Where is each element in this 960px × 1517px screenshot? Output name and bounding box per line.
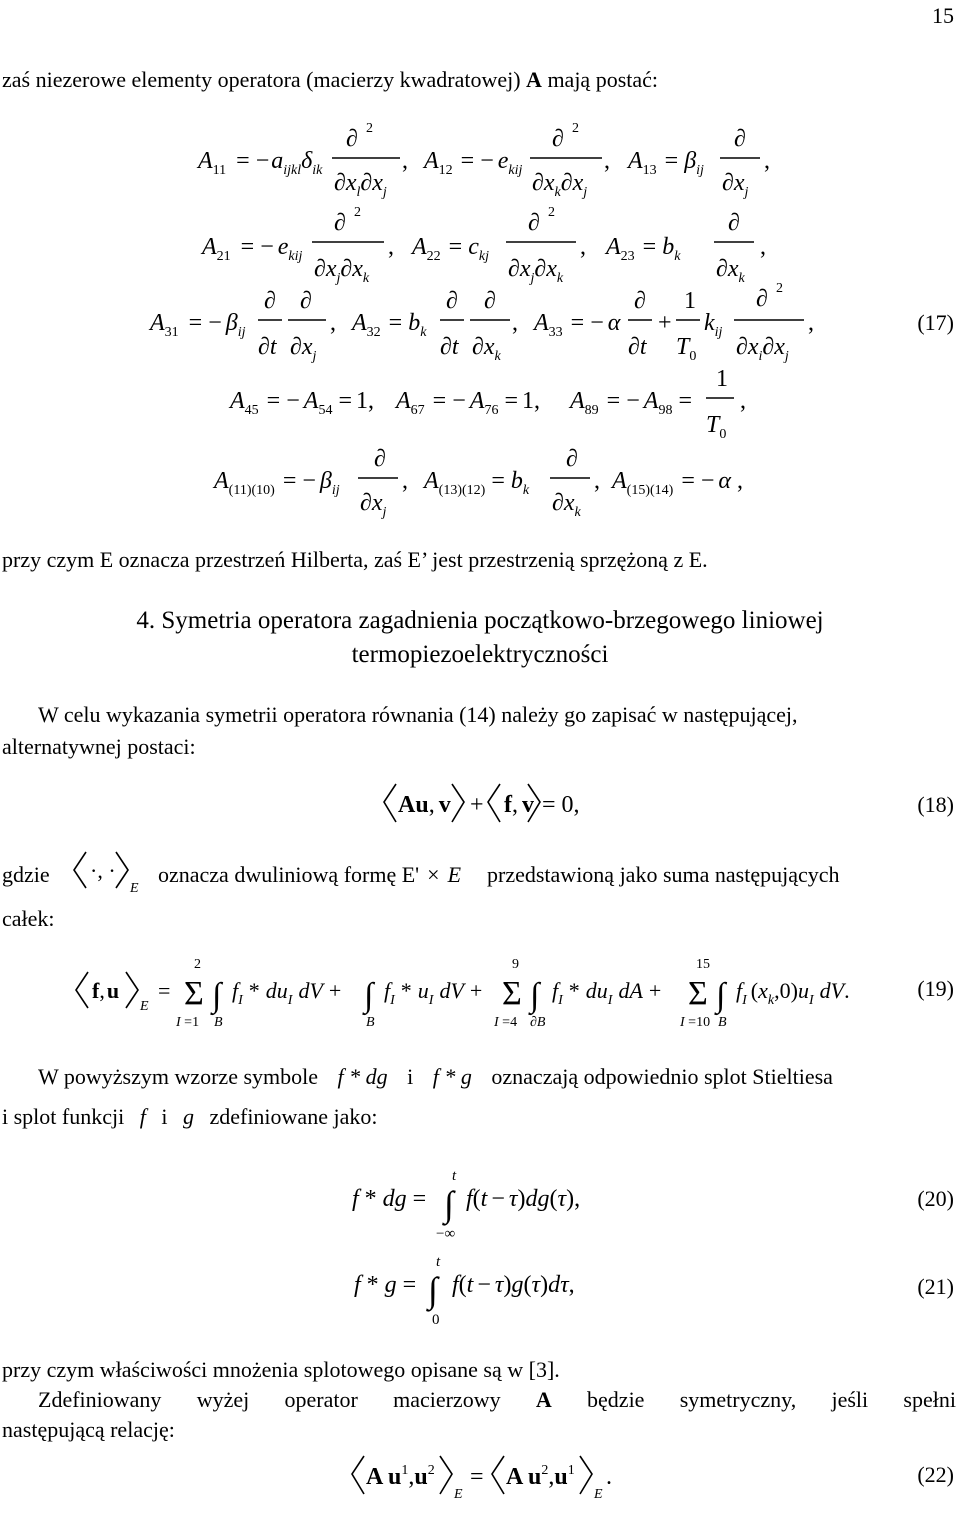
svg-text:∫: ∫ [212,977,222,1014]
svg-text:∂xj: $\partial x_j$ [722,170,749,200]
svg-text:B: B [214,1015,223,1030]
svg-text:∂t: ∂t [258,334,277,360]
svg-text:B: B [366,1015,375,1030]
svg-text:∂: ∂ [734,126,746,152]
after-eq17-text: przy czym E oznacza przestrzeń Hilberta, zaś E’ jest przestrzenią sprzężoną z E. [2,547,708,572]
paragraph1-line2: alternatywnej postaci: [2,734,196,759]
svg-text:A31=−βij: $A_{31}$ = − $\beta_{ij}$ [150,310,246,340]
svg-text:∂: ∂ [264,288,276,314]
svg-text:I =10: I =10 [680,1015,711,1030]
paragraph2-text-a: W powyższym wzorze symbole [38,1064,319,1089]
equation-21-svg [0,1246,960,1326]
svg-text:T0: $T_0$ [706,412,727,442]
eq17-row1 [196,121,770,200]
paragraph1-line1: W celu wykazania symetrii operatora równania (14) należy go zapisać w następującej, [38,702,798,727]
svg-text:,: , [604,148,610,174]
function-g: g [182,1104,194,1129]
svg-text:A u1,u2: A $u^1,u^2$ [366,1463,435,1490]
svg-text:∂: ∂ [374,446,386,472]
paragraph2-text-f: zdefiniowane jako: [209,1104,378,1129]
svg-text:∂: ∂ [346,126,358,152]
svg-text:,: , [388,234,394,260]
equation-21 [0,1246,960,1326]
svg-text:f,v: f, v [504,792,534,818]
svg-text:∂: ∂ [300,288,312,314]
equation-21-number: (21) [917,1274,954,1299]
svg-text:∫: ∫ [364,977,374,1014]
svg-text:A13=βij: $A_{13} = \beta_{ij}$ [628,148,704,178]
equation-19-svg [0,950,960,1030]
equation-20-svg [0,1160,960,1240]
section-heading-line1: 4. Symetria operatora zagadnienia początkowo-brzegowego liniowej [136,607,824,634]
svg-text:t: t [436,1254,441,1270]
svg-text:f(t−τ)dg(τ),: f(t − τ)dg(τ), [466,1186,581,1212]
svg-text:T0: $T_0$ [676,334,697,364]
svg-text:∂xk: $\partial x_k$ [552,490,581,520]
section-heading-line2: termopiezoelektryczności [351,641,609,668]
svg-text:∂: ∂ [634,288,646,314]
gdzie-text-part3: przedstawioną jako suma następujących [487,862,840,887]
operator-symbol: A [526,67,542,92]
svg-text:15: 15 [696,957,710,972]
bilinear-form-symbol [72,850,142,901]
svg-text:Σ: Σ [688,975,708,1012]
svg-text:+: + [470,792,484,818]
stieltjes-symbol: f * dg [337,1064,388,1089]
svg-text:A67=−A76=1,: $A_{67}$ = − $A_{76} = 1$, [396,388,540,418]
svg-text:E: E [130,881,139,896]
svg-text:,: , [580,234,586,260]
svg-text:.: . [606,1464,612,1490]
intro-line [2,66,658,94]
equation-18 [0,780,960,830]
svg-text:2: 2 [366,121,373,136]
gdzie-line2: całek: [2,906,55,931]
svg-text:∫: ∫ [444,1184,454,1224]
svg-text:2: 2 [572,121,579,136]
svg-text:A(11)(10)=−βij: $A_{(11)(10)}$ = − $\beta_{ij}$ [214,468,340,498]
svg-text:,: , [402,148,408,174]
svg-text:=: = [158,978,171,1003]
svg-text:∂xj∂xk: $\partial x_j\partial x_k$ [314,256,370,286]
equation-19 [0,950,960,1030]
svg-text:A22=ckj: $A_{22} = c_{kj}$ [412,234,489,264]
svg-text:,: , [740,388,746,414]
svg-text:2: 2 [548,205,555,220]
eq17-row5 [212,446,743,520]
svg-text:kij: $k_{ij}$ [704,310,723,340]
equation-17-svg [0,110,960,530]
gdzie-text [158,861,840,889]
svg-text:f,u: f,u [92,978,120,1003]
svg-text:,: , [402,468,408,494]
svg-text:E: E [594,1487,603,1502]
svg-text:1: 1 [716,366,728,392]
svg-text:A12=−ekij: $A_{12}$ = − $e_{kij}$ [424,148,523,178]
eq17-row4 [228,366,746,442]
svg-text:2: 2 [776,281,783,296]
svg-text:fI(xk,0)uIdV.: $f_I$ $(x_k,0)u_I$ dV. [736,978,850,1008]
svg-text:= 0,: = 0, [542,792,580,818]
svg-text:∂: ∂ [728,210,740,236]
equation-22-svg [0,1452,960,1512]
svg-text:I =4: I =4 [494,1015,518,1030]
paragraph3-line3: następującą relację: [2,1417,175,1442]
svg-text:,: , [808,310,814,336]
svg-text:∂: ∂ [484,288,496,314]
paragraph3-text-b: będzie symetryczny, jeśli spełni [551,1387,956,1412]
svg-text:I =1: I =1 [176,1015,200,1030]
function-f: f [139,1104,146,1129]
svg-text:∂xj: $\partial x_j$ [360,490,387,520]
paragraph3-line2 [38,1386,956,1414]
paragraph2-text-e: i [161,1104,168,1129]
intro-text: zaś niezerowe elementy operatora (macierzy kwadratowej) [2,67,527,92]
svg-text:f*dg=: f * dg = [352,1186,427,1212]
paragraph2-line2 [2,1103,377,1131]
svg-text:∂: ∂ [552,126,564,152]
equation-18-svg [0,780,960,830]
svg-text:t: t [452,1168,457,1184]
svg-text:A89=−A98=: $A_{89}$ = − $A_{98}$ = [570,388,692,418]
page-number: 15 [932,3,954,28]
equation-19-number: (19) [917,976,954,1001]
paragraph2-line1 [38,1063,833,1091]
equation-22 [0,1452,960,1512]
paragraph2-text-d: i splot funkcji [2,1104,125,1129]
gdzie-word: gdzie [2,862,50,887]
svg-text:f*g=: f * g = [354,1272,417,1298]
paragraph3-text-a: Zdefiniowany wyżej operator macierzowy [38,1387,536,1412]
svg-text:∂xj: $\partial x_j$ [290,334,317,364]
svg-text:−∞: −∞ [436,1226,456,1242]
svg-text:f(t−τ)g(τ)dτ,: f(t − τ)g(τ)dτ, [452,1272,575,1298]
svg-text:,: , [594,468,600,494]
svg-text:2: 2 [194,957,201,972]
paragraph2-text-c: oznaczają odpowiednio splot Stieltiesa [491,1064,833,1089]
paragraph2-text-b: i [407,1064,414,1089]
svg-text:,: , [512,310,518,336]
svg-text:∂xl∂xj: $\partial x_l\partial x_j$ [334,170,387,200]
eq17-row3 [148,281,814,364]
equation-20 [0,1160,960,1240]
convolution-symbol: f * g [432,1064,472,1089]
equation-22-number: (22) [917,1462,954,1487]
svg-text:∂xk: $\partial x_k$ [716,256,745,286]
svg-text:A(15)(14)=−α,: $A_{(15)(14)}$ = − α , [612,468,744,498]
svg-text:·, ·: ·, · [90,858,116,883]
svg-text:∂B: ∂B [530,1015,546,1030]
svg-text:∂xi∂xj: $\partial x_i\partial x_j$ [736,334,789,364]
svg-text:A23=bk: $A_{23} = b_k$ [606,234,681,264]
gdzie-text-part2: E [447,862,462,887]
svg-text:A32=bk: $A_{32} = b_k$ [352,310,427,340]
svg-text:,: , [764,148,770,174]
svg-text:∂: ∂ [446,288,458,314]
svg-text:A33=−α: $A_{33}$ = − α [534,310,621,340]
svg-text:,: , [760,234,766,260]
svg-text:Σ: Σ [184,975,204,1012]
svg-text:fI*uIdV+: $f_I * u_I$ dV + [384,978,483,1008]
svg-text:∂t: ∂t [440,334,459,360]
equation-20-number: (20) [917,1186,954,1211]
equation-17 [0,110,960,530]
svg-text:9: 9 [512,957,519,972]
svg-text:fI*duIdV+: $f_I * du_I$ dV + [232,978,342,1008]
svg-text:,: , [330,310,336,336]
eq17-row2 [200,205,766,286]
svg-text:∫: ∫ [716,977,726,1014]
svg-text:A(13)(12)=bk: $A_{(13)(12)} = b_k$ [424,468,530,498]
svg-text:2: 2 [354,205,361,220]
svg-text:Σ: Σ [502,975,522,1012]
intro-rest: mają postać: [541,67,659,92]
svg-text:∂xk∂xj: $\partial x_k\partial x_j$ [532,170,588,200]
svg-text:A u2,u1: A $u^2,u^1$ [506,1463,575,1490]
svg-text:∂: ∂ [756,286,768,312]
svg-text:∂t: ∂t [628,334,647,360]
svg-text:∂xj∂xk: $\partial x_j\partial x_k$ [508,256,564,286]
svg-text:+: + [658,310,672,336]
svg-text:E: E [454,1487,463,1502]
paragraph3-line1: przy czym właściwości mnożenia splotowego opisane są w [3]. [2,1357,560,1382]
times-symbol: × [427,862,440,887]
svg-text:0: 0 [432,1312,440,1328]
svg-text:∂: ∂ [334,210,346,236]
equation-18-number: (18) [917,792,954,817]
svg-text:∂: ∂ [528,210,540,236]
svg-text:=: = [470,1464,484,1490]
svg-text:A21=−ekij: $A_{21}$ = − $e_{kij}$ [202,234,303,264]
svg-text:1: 1 [684,288,696,314]
svg-text:∂: ∂ [566,446,578,472]
svg-text:∫: ∫ [530,977,540,1014]
svg-text:A11=−aijklδik: $A_{11} = -a_{ijkl}\delta_{ik}$ [198,148,323,178]
svg-text:∂xk: $\partial x_k$ [472,334,501,364]
svg-text:Au,v: Au, v [398,792,451,818]
svg-text:A45=−A54=1,: $A_{45}$ = − $A_{54} = 1$, [230,388,374,418]
svg-text:B: B [718,1015,727,1030]
svg-text:E: E [140,999,149,1014]
matrix-operator-symbol: A [535,1387,552,1412]
svg-text:fI*duIdA+: $f_I * du_I$ dA + [552,978,662,1008]
svg-text:∫: ∫ [428,1270,438,1310]
equation-17-number: (17) [917,310,954,335]
gdzie-text-part1: oznacza dwuliniową formę E' [158,862,420,887]
